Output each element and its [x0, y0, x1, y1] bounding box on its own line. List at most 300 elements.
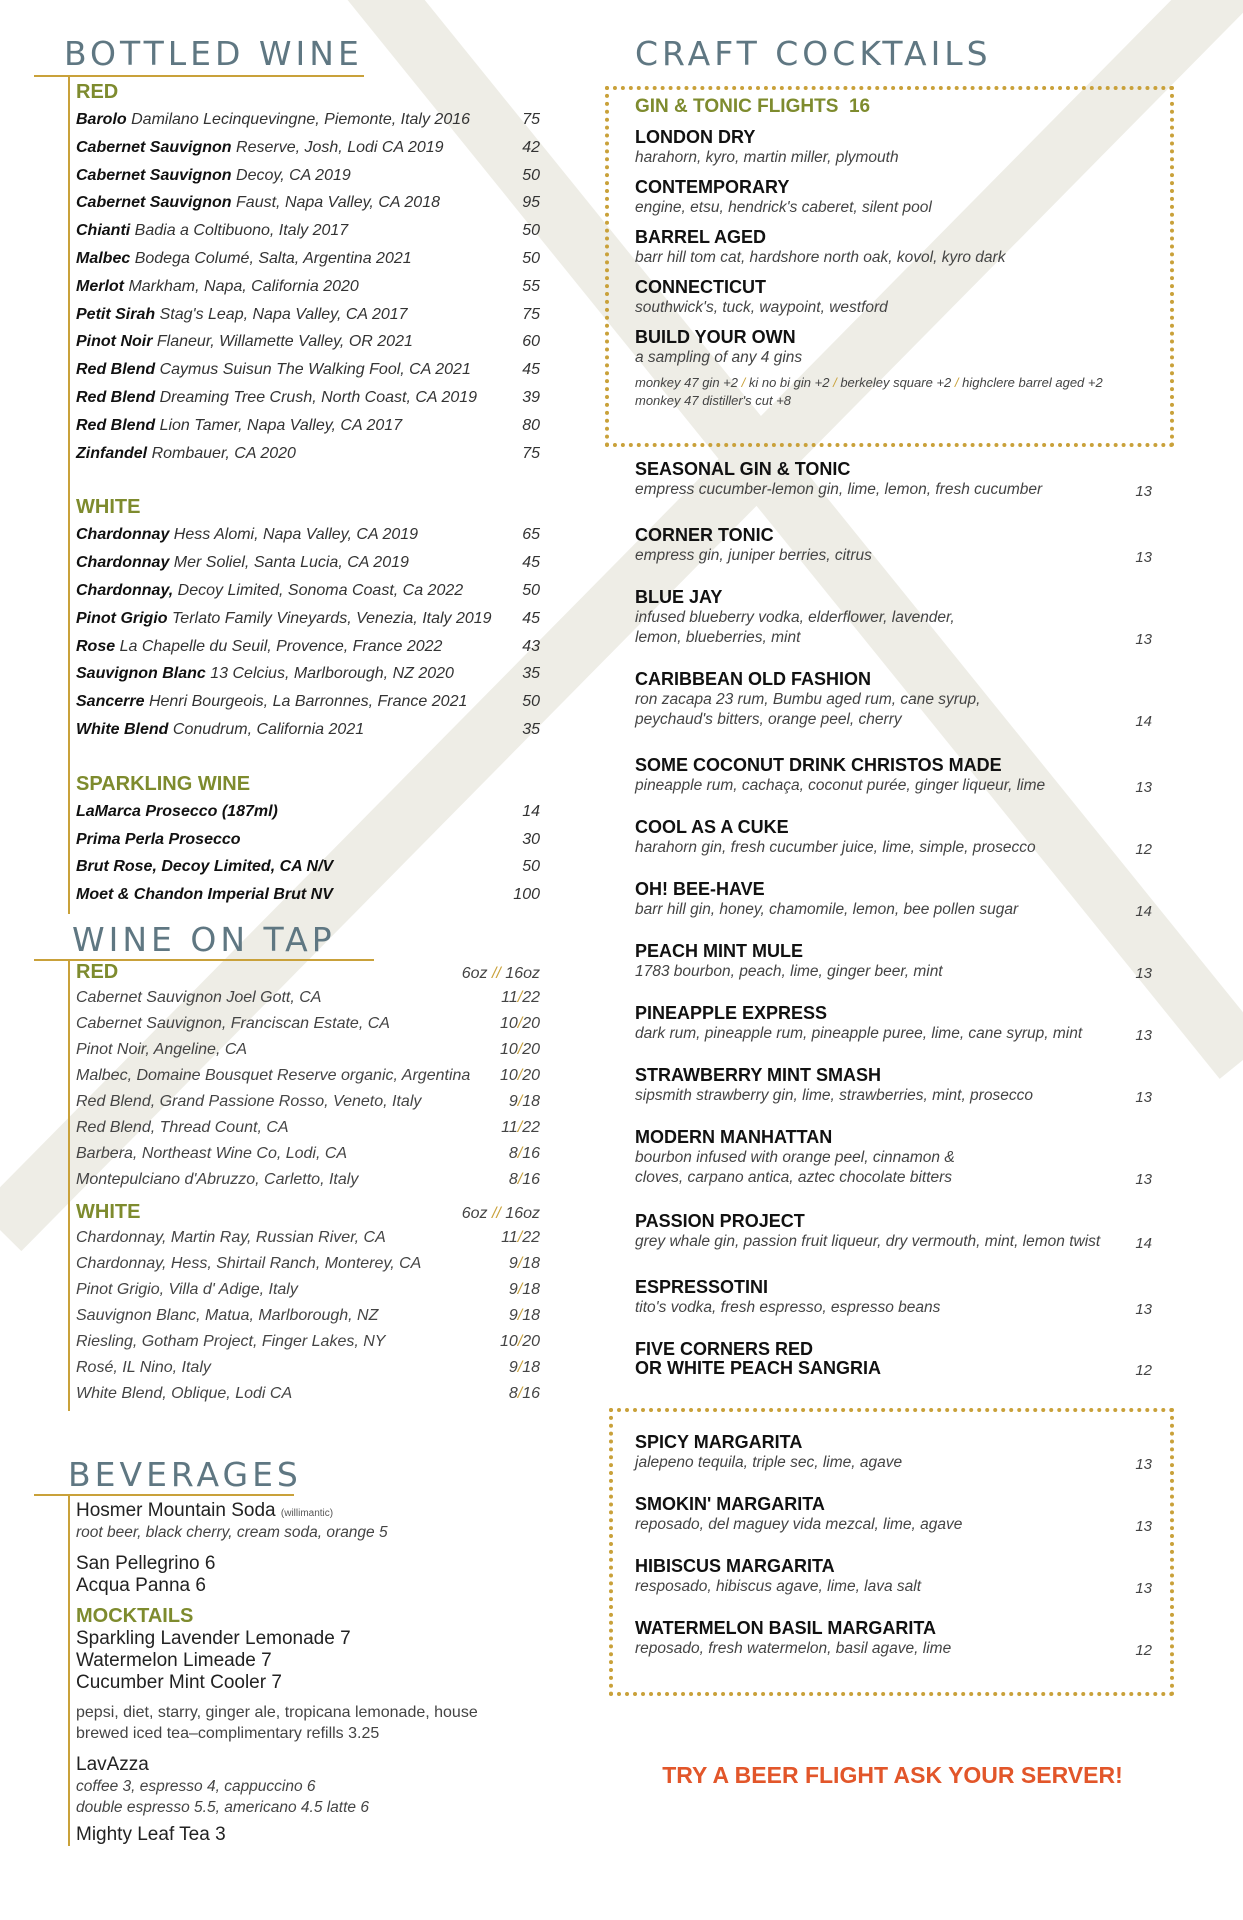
tap-price-large: 20: [522, 1066, 540, 1084]
tap-price-small: 11: [501, 1228, 518, 1246]
tap-price-small: 9: [508, 1280, 518, 1298]
cocktail-item: [635, 1556, 1152, 1597]
flight-name: BARREL AGED: [635, 227, 767, 247]
tap-wine-name: Montepulciano d'Abruzzo, Carletto, Italy: [76, 1170, 359, 1188]
addon-berkeley: berkeley square +2: [840, 375, 952, 390]
tap-price-sep: /: [517, 1014, 523, 1032]
wine-desc: Damilano Lecinquevingne, Piemonte, Italy 2016: [131, 111, 471, 128]
addon-sep-1: /: [741, 375, 746, 390]
tap-wine-name: Pinot Grigio, Villa d' Adige, Italy: [76, 1280, 298, 1298]
flight-name: CONNECTICUT: [635, 277, 766, 297]
wine-row: [76, 693, 540, 721]
tap-red-label: RED: [76, 960, 119, 983]
tap-wine-price: [501, 989, 540, 1007]
soft-drinks-line1: pepsi, diet, starry, ginger ale, tropicana lemonade, house: [76, 1703, 478, 1721]
wine-row: [76, 610, 540, 638]
tap-wine-price: [509, 1171, 540, 1189]
wine-desc: Flaneur, Willamette Valley, OR 2021: [156, 333, 413, 351]
tap-wine-name: Barbera, Northeast Wine Co, Lodi, CA: [76, 1144, 348, 1162]
tap-price-large: 18: [522, 1358, 540, 1376]
wine-row: [76, 222, 540, 250]
tap-row: [76, 1171, 540, 1197]
cocktail-desc: empress gin, juniper berries, citrus: [635, 547, 872, 564]
tap-price-large: 18: [522, 1280, 540, 1298]
cocktail-name: SEASONAL GIN & TONIC: [635, 459, 851, 479]
wine-label: [76, 526, 418, 544]
tap-row: [76, 1093, 540, 1119]
tap-price-sep: /: [517, 1306, 523, 1324]
tap-row: [76, 1041, 540, 1067]
size-large-white: 16oz: [505, 1204, 540, 1222]
size-sep: //: [491, 964, 501, 982]
cocktail-item: [635, 817, 1152, 858]
wine-price: 50: [522, 249, 540, 267]
cocktail-item: [635, 1618, 1152, 1659]
wine-price: 50: [522, 858, 540, 876]
cocktail-price: 12: [1135, 841, 1152, 858]
wine-price: 45: [522, 609, 540, 627]
wine-row: [76, 194, 540, 222]
cocktail-name: SMOKIN' MARGARITA: [635, 1494, 825, 1514]
cocktail-price: 13: [1135, 549, 1152, 566]
cocktail-price: 13: [1135, 1456, 1152, 1473]
cocktail-desc: pineapple rum, cachaça, coconut purée, ginger liqueur, lime: [635, 777, 1046, 794]
cocktail-item: [635, 587, 1152, 648]
wine-label: [76, 361, 471, 379]
wine-desc: Badia a Coltibuono, Italy 2017: [134, 222, 349, 240]
wine-desc: Dreaming Tree Crush, North Coast, CA 2019: [159, 388, 478, 406]
tap-price-small: 10: [499, 1332, 518, 1350]
wine-row: [76, 831, 540, 859]
lavazza: LavAzza: [76, 1753, 149, 1775]
wine-desc: Caymus Suisun The Walking Fool, CA 2021: [159, 361, 471, 379]
cocktail-price: 13: [1135, 965, 1152, 982]
tap-red-list: [76, 989, 540, 1197]
wine-label: [76, 306, 408, 324]
wine-price: 60: [522, 333, 540, 351]
wine-name: Pinot Noir: [76, 333, 153, 351]
wine-label: [76, 665, 454, 683]
flight-name: BUILD YOUR OWN: [635, 327, 796, 347]
wine-name: Chardonnay: [76, 554, 170, 572]
wine-price: 35: [522, 720, 540, 738]
flight-desc: a sampling of any 4 gins: [635, 349, 803, 366]
margarita-list: [635, 1432, 1152, 1682]
tap-price-small: 9: [508, 1254, 518, 1272]
cocktail-price: 14: [1135, 903, 1152, 920]
tap-wine-price: [509, 1307, 540, 1325]
wine-price: 45: [522, 554, 540, 572]
tap-price-sep: /: [517, 1092, 523, 1110]
tap-wine-name: Red Blend, Grand Passione Rosso, Veneto, Italy: [76, 1092, 422, 1110]
flight-desc: harahorn, kyro, martin miller, plymouth: [635, 149, 899, 166]
wine-desc: Faust, Napa Valley, CA 2018: [236, 194, 440, 212]
cocktail-price: 13: [1135, 1518, 1152, 1535]
tap-white-label: WHITE: [76, 1200, 141, 1223]
wine-name: Merlot: [76, 277, 124, 295]
wine-label: [76, 111, 470, 129]
wine-row: [76, 389, 540, 417]
flights-price: 16: [848, 96, 871, 117]
wine-price: 43: [522, 637, 540, 655]
tap-row: [76, 1333, 540, 1359]
mocktail-1: Sparkling Lavender Lemonade 7: [76, 1627, 351, 1649]
tap-wine-name: Red Blend, Thread Count, CA: [76, 1118, 289, 1136]
tap-price-large: 18: [522, 1092, 540, 1110]
wine-name: LaMarca Prosecco (187ml): [76, 802, 278, 820]
cocktail-item: [635, 755, 1152, 796]
wine-row: [76, 858, 540, 886]
tap-price-small: 9: [508, 1306, 518, 1324]
tap-price-small: 10: [499, 1014, 518, 1032]
wine-row: [76, 167, 540, 195]
cocktail-name: BLUE JAY: [635, 587, 723, 607]
cocktail-desc: ron zacapa 23 rum, Bumbu aged rum, cane syrup,: [635, 691, 981, 708]
left-column: [34, 34, 540, 1846]
cocktail-list: [635, 459, 1152, 1419]
flight-desc: southwick's, tuck, waypoint, westford: [635, 299, 888, 316]
wine-price: 39: [522, 388, 540, 406]
wine-name: White Blend: [76, 720, 169, 738]
right-column: [605, 34, 1180, 1814]
tap-wine-name: Chardonnay, Martin Ray, Russian River, CA: [76, 1228, 386, 1246]
cocktail-desc-line2: cloves, carpano antica, aztec chocolate bitters: [635, 1169, 953, 1186]
flights-label: GIN & TONIC FLIGHTS: [635, 96, 839, 117]
flight-desc: engine, etsu, hendrick's caberet, silent pool: [635, 199, 932, 216]
tap-wine-price: [500, 1333, 540, 1351]
tap-wine-name: White Blend, Oblique, Lodi CA: [76, 1384, 293, 1402]
cocktail-price: 14: [1135, 713, 1152, 730]
wine-row: [76, 361, 540, 389]
cocktail-price: 12: [1135, 1362, 1152, 1379]
beer-flight-callout: TRY A BEER FLIGHT ASK YOUR SERVER!: [662, 1762, 1123, 1788]
tap-red-header: [76, 961, 540, 989]
addon-sep-2: /: [833, 375, 837, 390]
wine-row: [76, 886, 540, 914]
cocktail-name: WATERMELON BASIL MARGARITA: [635, 1618, 936, 1638]
red-wine-list: [76, 111, 540, 472]
wine-price: 50: [522, 222, 540, 240]
cocktail-desc: grey whale gin, passion fruit liqueur, dry vermouth, mint, lemon twist: [635, 1233, 1101, 1250]
wine-label: [76, 554, 409, 572]
wine-label: [76, 858, 333, 876]
tap-price-large: 22: [522, 988, 540, 1006]
cocktail-item: [635, 1065, 1152, 1106]
tap-white-header: [76, 1201, 540, 1229]
wine-price: 75: [522, 111, 540, 128]
size-small-white: 6oz: [461, 1204, 488, 1222]
cocktail-desc: dark rum, pineapple rum, pineapple puree, lime, cane syrup, mint: [635, 1025, 1083, 1042]
wine-label: [76, 638, 442, 656]
tap-price-small: 11: [501, 988, 518, 1006]
cocktail-desc: empress cucumber-lemon gin, lime, lemon, fresh cucumber: [635, 481, 1043, 498]
wine-row: [76, 582, 540, 610]
flight-desc: barr hill tom cat, hardshore north oak, kovol, kyro dark: [635, 249, 1006, 266]
tap-price-small: 9: [508, 1358, 518, 1376]
wine-price: 55: [522, 277, 540, 295]
flight-name: LONDON DRY: [635, 127, 756, 147]
mocktail-3: Cucumber Mint Cooler 7: [76, 1671, 282, 1693]
tap-price-large: 18: [522, 1254, 540, 1272]
cocktail-desc: sipsmith strawberry gin, lime, strawberries, mint, prosecco: [635, 1087, 1033, 1104]
wine-name: Sauvignon Blanc: [76, 665, 206, 683]
tap-row: [76, 1385, 540, 1411]
cocktail-name: CORNER TONIC: [635, 525, 774, 545]
tap-row: [76, 1255, 540, 1281]
cocktail-desc: bourbon infused with orange peel, cinnamon &: [635, 1149, 955, 1166]
tap-price-small: 10: [499, 1066, 518, 1084]
wine-price: 75: [522, 444, 540, 462]
tap-price-sep: /: [517, 1066, 523, 1084]
cocktail-desc: tito's vodka, fresh espresso, espresso beans: [635, 1299, 941, 1316]
tap-price-small: 8: [508, 1170, 518, 1188]
wine-price: 65: [522, 526, 540, 544]
wine-label: [76, 886, 333, 904]
hosmer-note: (willimantic): [280, 1507, 334, 1519]
wine-label: [76, 582, 463, 600]
cocktail-item: [635, 525, 1152, 566]
tap-wine-price: [509, 1145, 540, 1163]
wine-row: [76, 417, 540, 445]
cocktail-desc: barr hill gin, honey, chamomile, lemon, bee pollen sugar: [635, 901, 1019, 918]
wine-desc: Henri Bourgeois, La Barronnes, France 2021: [148, 693, 468, 711]
wine-price: 42: [522, 138, 540, 156]
tap-price-sep: /: [517, 1228, 523, 1246]
wine-label: [76, 194, 440, 212]
cocktail-price: 13: [1135, 1089, 1152, 1106]
cocktail-price: 13: [1135, 1171, 1152, 1188]
gin-tonic-flights: [635, 96, 1155, 410]
wine-label: [76, 333, 413, 351]
cocktail-desc-line2: lemon, blueberries, mint: [635, 629, 801, 646]
wine-label: [76, 803, 278, 821]
tap-price-sep: /: [517, 1118, 523, 1136]
cocktail-name-line2: OR WHITE PEACH SANGRIA: [635, 1358, 882, 1378]
acqua-panna: Acqua Panna 6: [76, 1574, 206, 1596]
wine-label: [76, 610, 492, 628]
flight-item: [635, 177, 1155, 218]
wine-desc: Lion Tamer, Napa Valley, CA 2017: [159, 416, 403, 434]
tap-price-sep: /: [517, 1040, 523, 1058]
wine-desc: Decoy Limited, Sonoma Coast, Ca 2022: [177, 581, 464, 599]
tap-wine-name: Cabernet Sauvignon Joel Gott, CA: [76, 988, 322, 1006]
wine-desc: Rombauer, CA 2020: [151, 444, 296, 462]
cocktail-desc: infused blueberry vodka, elderflower, lavender,: [635, 609, 955, 626]
size-sep-white: //: [491, 1204, 501, 1222]
tap-row: [76, 1359, 540, 1385]
soft-drinks-line2: brewed iced tea–complimentary refills 3.25: [76, 1724, 380, 1742]
lavazza-line2: double espresso 5.5, americano 4.5 latte 6: [76, 1798, 369, 1816]
wine-price: 30: [522, 830, 540, 848]
wine-label: [76, 417, 402, 435]
flight-name: CONTEMPORARY: [635, 177, 790, 197]
cocktail-name: PINEAPPLE EXPRESS: [635, 1003, 828, 1023]
flight-addons: [635, 374, 1155, 410]
tap-row: [76, 1229, 540, 1255]
white-label: WHITE: [76, 496, 141, 519]
wine-price: 50: [522, 693, 540, 711]
wine-name: Petit Sirah: [76, 305, 156, 323]
cocktail-desc-line2: peychaud's bitters, orange peel, cherry: [635, 711, 902, 728]
wine-row: [76, 111, 540, 139]
tap-price-sep: /: [517, 1254, 523, 1272]
tap-wine-price: [500, 1041, 540, 1059]
cocktail-desc: harahorn gin, fresh cucumber juice, lime, simple, prosecco: [635, 839, 1036, 856]
mighty-leaf-tea: Mighty Leaf Tea 3: [76, 1823, 226, 1845]
tap-wine-name: Riesling, Gotham Project, Finger Lakes, NY: [76, 1332, 386, 1350]
wine-price: 50: [522, 581, 540, 599]
cocktail-name: HIBISCUS MARGARITA: [635, 1556, 835, 1576]
wine-name: Cabernet Sauvignon: [76, 194, 232, 212]
tap-price-large: 16: [522, 1170, 540, 1188]
cocktail-item: [635, 1432, 1152, 1473]
cocktail-price: 14: [1135, 1235, 1152, 1252]
hosmer-soda: [76, 1500, 540, 1522]
wine-name: Brut Rose, Decoy Limited, CA N/V: [76, 858, 334, 876]
wine-name: Chardonnay,: [76, 581, 174, 599]
cocktail-price: 13: [1135, 1301, 1152, 1318]
wine-name: Barolo: [76, 111, 127, 128]
tap-price-large: 16: [522, 1384, 540, 1402]
wine-price: 100: [513, 886, 540, 904]
tap-wine-price: [509, 1385, 540, 1403]
red-label: RED: [76, 81, 119, 103]
wine-row: [76, 445, 540, 473]
flight-item: [635, 327, 1155, 368]
tap-price-small: 11: [501, 1118, 518, 1136]
cocktail-price: 13: [1135, 779, 1152, 796]
addons-line1: [635, 374, 1155, 392]
cocktail-item: [635, 1277, 1152, 1318]
cocktail-item: [635, 941, 1152, 982]
cocktail-price: 13: [1135, 483, 1152, 500]
size-large: 16oz: [505, 964, 540, 982]
cocktail-name: PEACH MINT MULE: [635, 941, 803, 961]
wine-row: [76, 278, 540, 306]
tap-row: [76, 1145, 540, 1171]
wine-name: Chianti: [76, 222, 131, 240]
tap-wine-price: [509, 1359, 540, 1377]
wine-desc: 13 Celcius, Marlborough, NZ 2020: [210, 665, 454, 683]
wine-label: [76, 250, 412, 268]
cocktail-price: 13: [1135, 631, 1152, 648]
tap-wine-name: Pinot Noir, Angeline, CA: [76, 1040, 248, 1058]
wine-label: [76, 445, 296, 463]
cocktail-name: COOL AS A CUKE: [635, 817, 789, 837]
tap-price-large: 22: [522, 1118, 540, 1136]
wine-price: 45: [522, 361, 540, 379]
wine-label: [76, 278, 359, 296]
cocktail-item: [635, 1211, 1152, 1252]
cocktail-item: [635, 459, 1152, 500]
wine-row: [76, 139, 540, 167]
wine-name: Prima Perla Prosecco: [76, 830, 241, 848]
cocktail-desc: reposado, fresh watermelon, basil agave, lime: [635, 1640, 952, 1657]
cocktail-item: [635, 669, 1152, 730]
wine-name: Red Blend: [76, 361, 156, 379]
hosmer-name: Hosmer Mountain Soda: [76, 1499, 276, 1521]
hosmer-desc: root beer, black cherry, cream soda, orange 5: [76, 1523, 388, 1541]
flights-list: [635, 127, 1155, 368]
cocktail-item: [635, 879, 1152, 920]
wine-price: 80: [522, 416, 540, 434]
wine-name: Rose: [76, 637, 116, 655]
tap-wine-price: [509, 1255, 540, 1273]
wine-row: [76, 803, 540, 831]
wine-row: [76, 250, 540, 278]
cocktail-name: SPICY MARGARITA: [635, 1432, 803, 1452]
addon-sep-3: /: [954, 375, 959, 390]
tap-price-sep: /: [517, 1332, 523, 1350]
tap-row: [76, 1119, 540, 1145]
flights-header: [635, 96, 1155, 118]
tap-price-sep: /: [517, 1144, 523, 1162]
tap-price-small: 8: [508, 1384, 518, 1402]
tap-wine-price: [500, 1015, 540, 1033]
tap-white-list: [76, 1229, 540, 1411]
tap-wine-name: Sauvignon Blanc, Matua, Marlborough, NZ: [76, 1306, 379, 1324]
addon-ki-no-bi: ki no bi gin +2: [748, 375, 830, 390]
wine-label: [76, 389, 477, 407]
wine-name: Malbec: [76, 249, 131, 267]
tap-row: [76, 1067, 540, 1093]
addon-highclere: highclere barrel aged +2: [962, 375, 1103, 390]
tap-price-sep: /: [517, 1280, 523, 1298]
soft-drinks: [76, 1702, 540, 1744]
tap-price-small: 10: [499, 1040, 518, 1058]
cocktail-item: [635, 1339, 1152, 1379]
wine-on-tap-title: WINE ON TAP: [72, 919, 336, 959]
mocktail-2: Watermelon Limeade 7: [76, 1649, 272, 1671]
wine-desc: Markham, Napa, California 2020: [128, 277, 359, 295]
tap-price-large: 18: [522, 1306, 540, 1324]
wine-desc: La Chapelle du Seuil, Provence, France 2022: [119, 637, 443, 655]
wine-desc: Reserve, Josh, Lodi CA 2019: [236, 138, 444, 156]
tap-price-large: 20: [522, 1040, 540, 1058]
tap-wine-price: [500, 1067, 540, 1085]
tap-price-sep: /: [517, 988, 523, 1006]
tap-wine-name: Chardonnay, Hess, Shirtail Ranch, Monterey, CA: [76, 1254, 422, 1272]
wine-row: [76, 554, 540, 582]
sparkling-label: SPARKLING WINE: [76, 772, 251, 795]
tap-wine-name: Malbec, Domaine Bousquet Reserve organic, Argentina: [76, 1066, 471, 1084]
size-small: 6oz: [461, 964, 488, 982]
sparkling-wine-list: [76, 803, 540, 914]
wine-row: [76, 333, 540, 361]
cocktail-name: MODERN MANHATTAN: [635, 1127, 833, 1147]
tap-row: [76, 1307, 540, 1333]
tap-price-sep: /: [517, 1170, 523, 1188]
cocktail-desc: 1783 bourbon, peach, lime, ginger beer, mint: [635, 963, 943, 980]
tap-price-large: 22: [522, 1228, 540, 1246]
tap-wine-price: [501, 1229, 540, 1247]
wine-name: Zinfandel: [76, 444, 148, 462]
wine-row: [76, 526, 540, 554]
wine-desc: Stag's Leap, Napa Valley, CA 2017: [159, 305, 408, 323]
wine-label: [76, 831, 241, 849]
wine-desc: Mer Soliel, Santa Lucia, CA 2019: [173, 554, 409, 572]
addons-line2: monkey 47 distiller's cut +8: [635, 393, 792, 408]
wine-label: [76, 721, 364, 739]
tap-price-sep: /: [517, 1384, 523, 1402]
tap-price-large: 20: [522, 1014, 540, 1032]
tap-row: [76, 989, 540, 1015]
craft-cocktails-title: CRAFT COCKTAILS: [635, 34, 992, 73]
wine-desc: Decoy, CA 2019: [236, 166, 351, 184]
wine-label: [76, 167, 351, 185]
tap-price-small: 8: [508, 1144, 518, 1162]
tap-row: [76, 1015, 540, 1041]
